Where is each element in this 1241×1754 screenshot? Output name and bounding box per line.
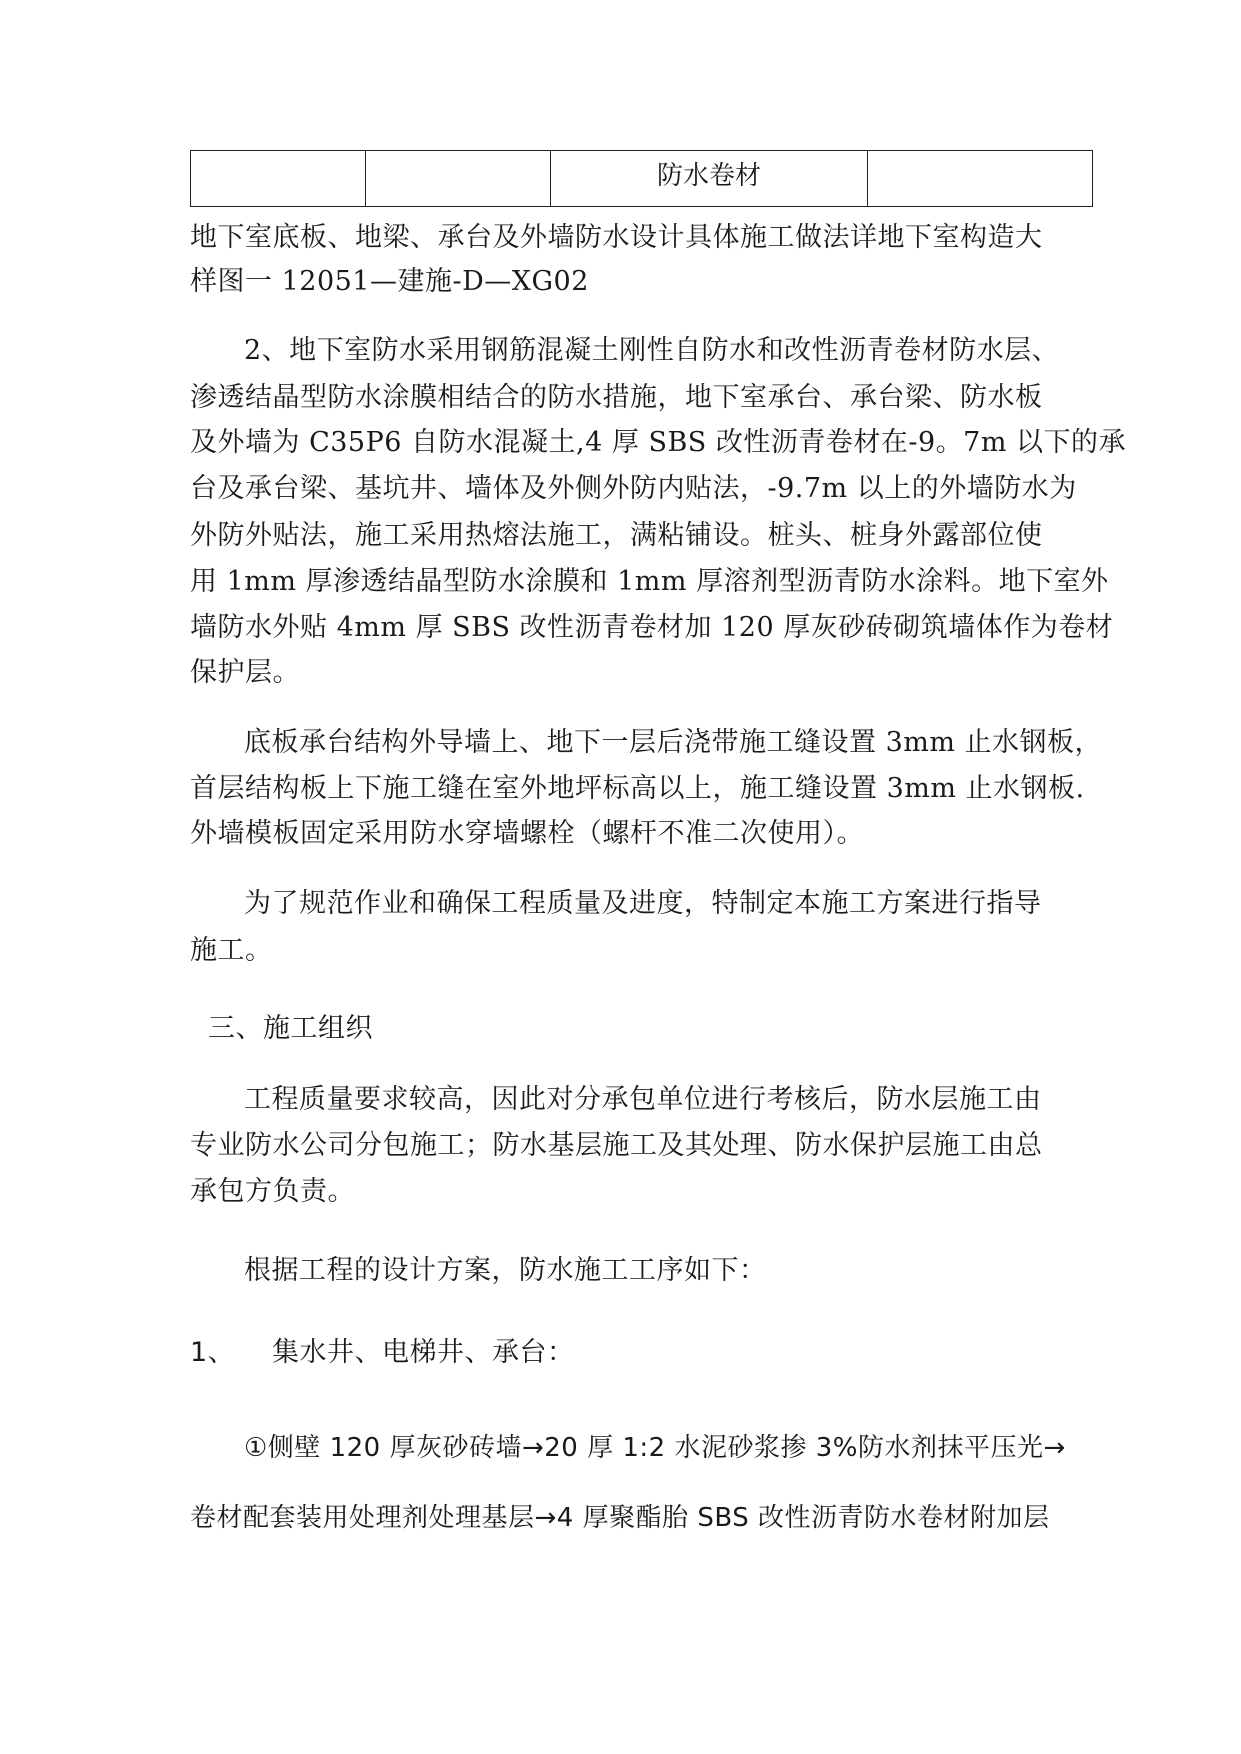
paragraph-line: 施工。 bbox=[190, 935, 273, 966]
table-cell bbox=[868, 151, 1093, 207]
paragraph-line: 样图一 12051—建施-D—XG02 bbox=[190, 266, 589, 297]
paragraph-line: 及外墙为 C35P6 自防水混凝土,4 厚 SBS 改性沥青卷材在-9。7m 以下的承 bbox=[190, 427, 1127, 458]
paragraph-line: 卷材配套装用处理剂处理基层→4 厚聚酯胎 SBS 改性沥青防水卷材附加层 bbox=[190, 1503, 1050, 1533]
table-cell bbox=[191, 151, 366, 207]
paragraph-line: 承包方负责。 bbox=[190, 1176, 355, 1207]
paragraph-line: 地下室底板、地梁、承台及外墙防水设计具体施工做法详地下室构造大 bbox=[190, 222, 1043, 253]
paragraph-line: 底板承台结构外导墙上、地下一层后浇带施工缝设置 3mm 止水钢板， bbox=[244, 727, 1103, 758]
paragraph-line: 2、地下室防水采用钢筋混凝土刚性自防水和改性沥青卷材防水层、 bbox=[244, 335, 1060, 366]
list-item-text: 集水井、电梯井、承台： bbox=[272, 1337, 575, 1368]
paragraph-line: 首层结构板上下施工缝在室外地坪标高以上，施工缝设置 3mm 止水钢板. bbox=[190, 773, 1085, 804]
paragraph-line: 工程质量要求较高，因此对分承包单位进行考核后，防水层施工由 bbox=[244, 1084, 1042, 1115]
table-cell bbox=[366, 151, 551, 207]
paragraph-line: 根据工程的设计方案，防水施工工序如下： bbox=[244, 1255, 767, 1286]
paragraph-line: 为了规范作业和确保工程质量及进度，特制定本施工方案进行指导 bbox=[244, 888, 1042, 919]
table-cell: 防水卷材 bbox=[551, 151, 868, 207]
paragraph-line: 外墙模板固定采用防水穿墙螺栓（螺杆不准二次使用）。 bbox=[190, 818, 864, 849]
paragraph-line: 台及承台梁、基坑井、墙体及外侧外防内贴法，-9.7m 以上的外墙防水为 bbox=[190, 473, 1077, 504]
paragraph-line: 保护层。 bbox=[190, 657, 300, 688]
paragraph-line: 渗透结晶型防水涂膜相结合的防水措施，地下室承台、承台梁、防水板 bbox=[190, 382, 1043, 413]
paragraph-line: 专业防水公司分包施工；防水基层施工及其处理、防水保护层施工由总 bbox=[190, 1130, 1043, 1161]
paragraph-line: 用 1mm 厚渗透结晶型防水涂膜和 1mm 厚溶剂型沥青防水涂料。地下室外 bbox=[190, 566, 1109, 597]
paragraph-line: 外防外贴法，施工采用热熔法施工，满粘铺设。桩头、桩身外露部位使 bbox=[190, 520, 1043, 551]
table-row bbox=[191, 151, 1093, 207]
paragraph-line: ①侧壁 120 厚灰砂砖墙→20 厚 1:2 水泥砂浆掺 3%防水剂抹平压光→ bbox=[244, 1433, 1066, 1463]
material-table bbox=[190, 150, 1093, 207]
section-heading: 三、施工组织 bbox=[208, 1013, 373, 1044]
paragraph-line: 墙防水外贴 4mm 厚 SBS 改性沥青卷材加 120 厚灰砂砖砌筑墙体作为卷材 bbox=[190, 612, 1114, 643]
list-item-number: 1、 bbox=[190, 1337, 236, 1368]
